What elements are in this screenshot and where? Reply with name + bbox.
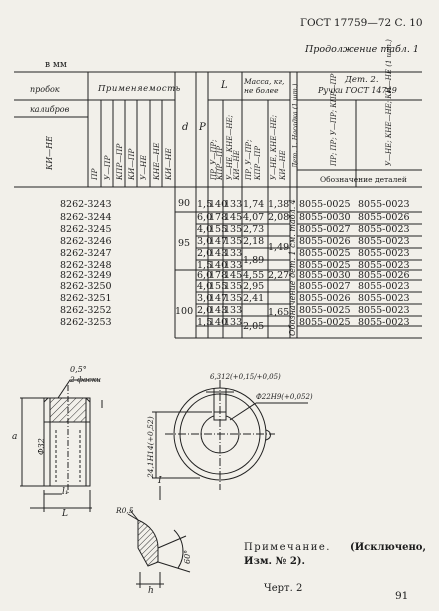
- header-col-kine: КИ—НЕ: [45, 136, 54, 170]
- row-handle2: 8055-0023: [358, 248, 410, 259]
- row-code: 8262-3244: [60, 212, 112, 223]
- header-d: d: [182, 122, 189, 133]
- row-handle1: 8055-0027: [299, 281, 351, 292]
- row-handle2: 8055-0023: [358, 317, 410, 328]
- row-L1: 155: [209, 281, 228, 292]
- row-L1: 147: [209, 293, 228, 304]
- row-P: 6,0: [197, 270, 213, 281]
- row-code: 8262-3247: [60, 248, 112, 259]
- row-L2: 135: [224, 281, 243, 292]
- row-handle2: 8055-0023: [358, 281, 410, 292]
- d-value-90: 90: [178, 198, 191, 209]
- header-primenyaemost: Применяемость: [98, 84, 181, 94]
- row-m1: 1,89: [243, 255, 265, 266]
- label-chamfer-count: 2 фаски: [70, 375, 102, 384]
- header-oboznachenie: Обозначение деталей: [320, 175, 407, 184]
- row-P: 4,0: [197, 281, 213, 292]
- header-mass: Масса, кг, не более: [244, 77, 285, 95]
- row-handle2: 8055-0023: [358, 236, 410, 247]
- label-bore: Ф22H9(+0,052): [256, 393, 313, 401]
- row-m1: 4,07: [243, 212, 265, 223]
- mass-sub-3: У—НЕ, КНЕ—НЕ;: [270, 115, 278, 180]
- mass-sub-2: КПР—ПР: [254, 145, 262, 180]
- row-handle2: 8055-0023: [358, 224, 410, 235]
- mass-sub-1: ПР, У—ПР;: [245, 139, 253, 180]
- row-handle1: 8055-0025: [299, 260, 351, 271]
- header-L: L: [221, 80, 228, 91]
- row-L2: 135: [224, 224, 243, 235]
- row-code: 8262-3246: [60, 236, 112, 247]
- row-code: 8262-3251: [60, 293, 112, 304]
- row-handle2: 8055-0023: [358, 260, 410, 271]
- figure-caption: Черт. 2: [264, 583, 303, 594]
- row-P: 2,0: [197, 248, 213, 259]
- row-m2: 2,08: [268, 212, 290, 223]
- row-P: 4,0: [197, 224, 213, 235]
- det2-col-2: У—НЕ; КНЕ—НЕ; КИ—НЕ (1 шт.): [385, 39, 393, 166]
- row-m1: 2,41: [243, 293, 265, 304]
- row-P: 1,5: [197, 260, 213, 271]
- label-dim-a: a: [12, 432, 18, 442]
- row-handle2: 8055-0023: [358, 305, 410, 316]
- row-m2: 1,38: [268, 199, 290, 210]
- label-angle: 60°: [183, 549, 192, 564]
- L-sub-4: КИ—НЕ: [233, 150, 241, 180]
- header-P: P: [199, 122, 206, 133]
- note-text: (Исключено,: [350, 542, 426, 553]
- app-col-7: КИ—НЕ: [164, 148, 173, 180]
- label-dim-L: L: [62, 509, 68, 519]
- label-dim-l1: l₁: [62, 487, 69, 497]
- row-L1: 140: [209, 260, 228, 271]
- units-label: в мм: [45, 60, 67, 70]
- label-dim-h: h: [148, 586, 154, 596]
- label-radius: R0,5: [116, 506, 134, 515]
- label-chamfer-angle: 0,5°: [70, 365, 87, 374]
- row-L1: 178: [209, 270, 228, 281]
- label-view-I: I: [158, 476, 162, 486]
- row-L2: 133: [224, 248, 243, 259]
- row-handle2: 8055-0026: [358, 212, 410, 223]
- row-P: 1,5: [197, 199, 213, 210]
- row-handle1: 8055-0030: [299, 270, 351, 281]
- row-handle1: 8055-0026: [299, 236, 351, 247]
- row-handle1: 8055-0025: [299, 317, 351, 328]
- header-det2-sub: Ручки ГОСТ 14749: [318, 86, 397, 95]
- app-col-6: КНЕ—НЕ: [152, 142, 161, 180]
- row-L1: 178: [209, 212, 228, 223]
- app-col-5: У—НЕ: [139, 155, 148, 180]
- row-P: 6,0: [197, 212, 213, 223]
- row-P: 1,5: [197, 317, 213, 328]
- row-L1: 143: [209, 248, 228, 259]
- row-m1: 1,74: [243, 199, 265, 210]
- row-m1: 2,95: [243, 281, 265, 292]
- row-code: 8262-3245: [60, 224, 112, 235]
- row-L2: 145: [224, 212, 243, 223]
- row-L1: 147: [209, 236, 228, 247]
- row-code: 8262-3243: [60, 199, 112, 210]
- L-sub-3: У—НЕ, КНЕ—НЕ;: [226, 115, 234, 180]
- row-handle1: 8055-0027: [299, 224, 351, 235]
- note-text-2: Изм. № 2).: [244, 556, 306, 567]
- row-m1: 2,18: [243, 236, 265, 247]
- note-label: Примечание.: [244, 542, 331, 553]
- row-code: 8262-3252: [60, 305, 112, 316]
- row-L2: 135: [224, 236, 243, 247]
- row-L2: 133: [224, 317, 243, 328]
- row-P: 2,0: [197, 305, 213, 316]
- row-code: 8262-3253: [60, 317, 112, 328]
- row-m1: 2,05: [243, 321, 265, 332]
- row-P: 3,0: [197, 293, 213, 304]
- label-vertical-dim: 24,1H14(+0,52): [146, 416, 155, 478]
- row-handle1: 8055-0025: [299, 248, 351, 259]
- L-sub-2: КПР—ПР: [216, 145, 224, 180]
- row-code: 8262-3249: [60, 270, 112, 281]
- d-value-100: 100: [175, 306, 194, 317]
- row-L2: 133: [224, 305, 243, 316]
- row-handle2: 8055-0023: [358, 199, 410, 210]
- row-m1: 4,55: [243, 270, 265, 281]
- page-number: 91: [395, 590, 409, 602]
- L-sub-1: ПР, У—ПР;: [210, 139, 218, 180]
- header-kalibrov: калибров: [30, 105, 70, 114]
- continuation-caption: Продолжение табл. 1: [305, 44, 419, 55]
- row-handle1: 8055-0025: [299, 305, 351, 316]
- row-L1: 140: [209, 199, 228, 210]
- app-col-3: КПР—ПР: [115, 143, 124, 180]
- row-handle1: 8055-0025: [299, 199, 351, 210]
- label-slot-width: 6,312(+0,15/+0,05): [210, 373, 281, 381]
- row-m2: 2,27: [268, 270, 290, 281]
- row-L2: 133: [224, 260, 243, 271]
- mass-sub-4: КИ—НЕ: [279, 150, 287, 180]
- row-code: 8262-3248: [60, 260, 112, 271]
- row-L2: 145: [224, 270, 243, 281]
- app-col-2: У—ПР: [103, 155, 112, 180]
- row-P: 3,0: [197, 236, 213, 247]
- row-L2: 133: [224, 199, 243, 210]
- app-col-1: ПР: [90, 168, 99, 180]
- row-handle2: 8055-0026: [358, 270, 410, 281]
- det2-col-1: ПР; ПР; У—ПР; КПР—ПР: [330, 73, 338, 166]
- row-m2: 1,65: [268, 307, 290, 318]
- oboznachenie-vertical: Обозначение дет. 1 см. табл. 4: [288, 199, 297, 336]
- header-det1: Дет. 1. Насадка (1 шт.): [291, 83, 299, 168]
- app-col-4: КИ—ПР: [127, 148, 136, 180]
- row-L1: 140: [209, 317, 228, 328]
- label-dia32: Ф32: [37, 438, 46, 455]
- row-L2: 135: [224, 293, 243, 304]
- row-m1: 2,73: [243, 224, 265, 235]
- header-probok: пробок: [30, 85, 60, 94]
- row-handle1: 8055-0030: [299, 212, 351, 223]
- row-L1: 143: [209, 305, 228, 316]
- row-L1: 155: [209, 224, 228, 235]
- row-m2: 1,49: [268, 242, 290, 253]
- d-value-95: 95: [178, 238, 191, 249]
- row-code: 8262-3250: [60, 281, 112, 292]
- header-det2: Дет. 2.: [345, 75, 379, 85]
- gost-header: ГОСТ 17759—72 С. 10: [300, 17, 423, 29]
- row-handle2: 8055-0023: [358, 293, 410, 304]
- row-handle1: 8055-0026: [299, 293, 351, 304]
